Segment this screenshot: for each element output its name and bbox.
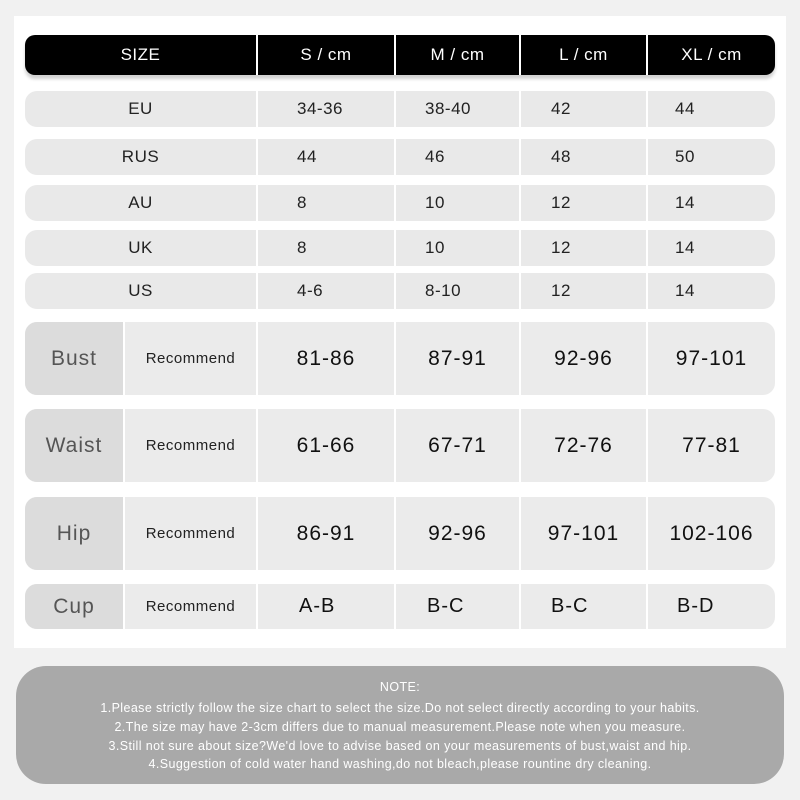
measure-cell-l: 97-101 <box>519 497 646 570</box>
measure-label: Bust <box>25 322 123 395</box>
measure-cell-l: 72-76 <box>519 409 646 482</box>
header-col-xl: XL / cm <box>646 35 775 75</box>
measure-row-bust <box>25 322 775 395</box>
size-row-label: AU <box>128 193 153 212</box>
measure-cell-s: 81-86 <box>256 322 394 395</box>
measure-cell-xl: 102-106 <box>646 497 775 570</box>
size-cell-m: 10 <box>394 185 519 221</box>
measure-cell-s: 61-66 <box>256 409 394 482</box>
measure-cell-xl: 77-81 <box>646 409 775 482</box>
header-col-s: S / cm <box>256 35 394 75</box>
measure-label: Waist <box>25 409 123 482</box>
note-line-2: 2.The size may have 2-3cm differs due to manual measurement.Please note when you measure. <box>114 720 686 734</box>
measure-cell-m: 67-71 <box>394 409 519 482</box>
size-cell-l: 42 <box>519 91 646 127</box>
size-cell-m: 8-10 <box>394 273 519 309</box>
size-row-rus <box>25 139 775 175</box>
recommend-label: Recommend <box>123 497 256 570</box>
measure-cell-xl: B-D <box>646 584 775 629</box>
size-row-eu <box>25 91 775 127</box>
measure-label: Cup <box>25 584 123 629</box>
size-cell-l: 12 <box>519 273 646 309</box>
size-cell-m: 10 <box>394 230 519 266</box>
size-cell-s: 8 <box>256 230 394 266</box>
header-col-l: L / cm <box>519 35 646 75</box>
measure-cell-s: 86-91 <box>256 497 394 570</box>
size-row-au <box>25 185 775 221</box>
size-cell-l: 48 <box>519 139 646 175</box>
size-cell-xl: 14 <box>646 230 775 266</box>
note-box <box>16 666 784 784</box>
size-cell-xl: 14 <box>646 273 775 309</box>
size-cell-l: 12 <box>519 185 646 221</box>
size-cell-m: 38-40 <box>394 91 519 127</box>
size-row-label: EU <box>128 99 153 118</box>
measure-cell-l: B-C <box>519 584 646 629</box>
size-row-label: US <box>128 281 153 300</box>
measure-row-waist <box>25 409 775 482</box>
measure-label: Hip <box>25 497 123 570</box>
size-cell-l: 12 <box>519 230 646 266</box>
size-cell-s: 4-6 <box>256 273 394 309</box>
size-cell-xl: 50 <box>646 139 775 175</box>
size-chart-header <box>25 35 775 75</box>
measure-cell-l: 92-96 <box>519 322 646 395</box>
measure-cell-m: B-C <box>394 584 519 629</box>
note-line-4: 4.Suggestion of cold water hand washing,do not bleach,please rountine dry cleaning. <box>148 757 652 771</box>
note-title: NOTE: <box>379 680 421 694</box>
measure-row-hip <box>25 497 775 570</box>
size-cell-s: 34-36 <box>256 91 394 127</box>
size-row-us <box>25 273 775 309</box>
measure-cell-m: 92-96 <box>394 497 519 570</box>
note-line-1: 1.Please strictly follow the size chart to select the size.Do not select directly according to your habits. <box>100 701 700 715</box>
note-line-3: 3.Still not sure about size?We'd love to advise based on your measurements of bust,waist and hip. <box>108 739 692 753</box>
measure-cell-xl: 97-101 <box>646 322 775 395</box>
measure-cell-s: A-B <box>256 584 394 629</box>
size-row-label: RUS <box>121 147 160 166</box>
size-row-uk <box>25 230 775 266</box>
measure-cell-m: 87-91 <box>394 322 519 395</box>
size-cell-m: 46 <box>394 139 519 175</box>
header-size-label: SIZE <box>120 45 161 64</box>
size-cell-xl: 14 <box>646 185 775 221</box>
size-cell-s: 8 <box>256 185 394 221</box>
recommend-label: Recommend <box>123 409 256 482</box>
recommend-label: Recommend <box>123 584 256 629</box>
size-row-label: UK <box>128 238 153 257</box>
header-col-m: M / cm <box>394 35 519 75</box>
size-cell-s: 44 <box>256 139 394 175</box>
size-cell-xl: 44 <box>646 91 775 127</box>
recommend-label: Recommend <box>123 322 256 395</box>
measure-row-cup <box>25 584 775 629</box>
